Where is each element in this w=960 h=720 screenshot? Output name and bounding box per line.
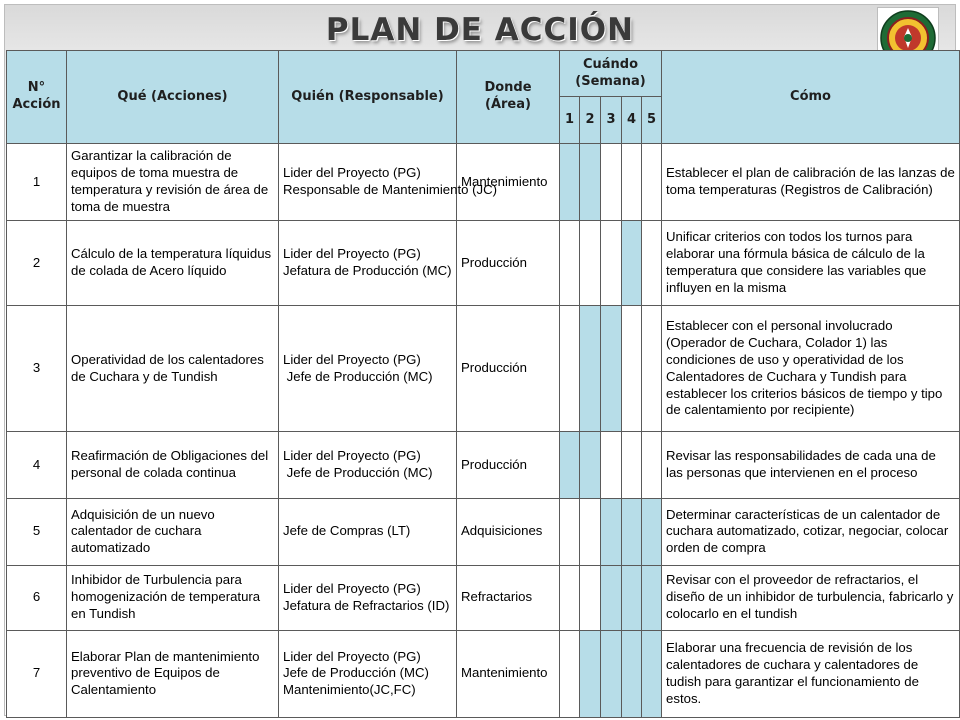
week-cell-4 (622, 431, 642, 498)
action-plan-table (6, 50, 960, 718)
header-quien: Quién (Responsable) (279, 51, 457, 144)
responsible-line: Lider del Proyecto (PG) (283, 580, 421, 596)
table-row (7, 221, 960, 306)
week-cell-2 (580, 144, 601, 221)
action-number: 6 (7, 565, 67, 630)
table-row (7, 306, 960, 432)
week-cell-4 (622, 565, 642, 630)
week-cell-2 (580, 565, 601, 630)
week-cell-4 (622, 144, 642, 221)
header-como: Cómo (662, 51, 960, 144)
action-what: Reafirmación de Obligaciones del personal de colada continua (67, 431, 279, 498)
page-title: PLAN DE ACCIÓN (325, 12, 635, 48)
action-where: Producción (457, 431, 560, 498)
action-what: Inhibidor de Turbulencia para homogenización de temperatura en Tundish (67, 565, 279, 630)
week-cell-4 (622, 306, 642, 432)
action-number: 2 (7, 221, 67, 306)
week-cell-1 (560, 144, 580, 221)
week-cell-5 (642, 630, 662, 717)
table-row (7, 498, 960, 565)
week-cell-3 (601, 221, 622, 306)
week-cell-1 (560, 431, 580, 498)
responsible-line: Jefe de Producción (MC) (283, 464, 433, 480)
week-cell-4 (622, 630, 642, 717)
action-where: Adquisiciones (457, 498, 560, 565)
action-what: Garantizar la calibración de equipos de toma muestra de temperatura y revisión de área de toma de muestra (67, 144, 279, 221)
week-header-3: 3 (601, 97, 622, 144)
responsible-line: Lider del Proyecto (PG) (283, 351, 421, 367)
table-row (7, 144, 960, 221)
responsible-line: Jefe de Producción (MC) (283, 368, 433, 384)
week-header-2: 2 (580, 97, 601, 144)
action-who (279, 221, 457, 306)
week-cell-1 (560, 565, 580, 630)
week-cell-2 (580, 431, 601, 498)
responsible-line: Lider del Proyecto (PG) (283, 448, 421, 464)
week-cell-2 (580, 221, 601, 306)
action-how: Determinar características de un calentador de cuchara automatizado, cotizar, negociar, colocar orden de compra (662, 498, 960, 565)
week-cell-5 (642, 221, 662, 306)
week-header-5: 5 (642, 97, 662, 144)
action-number: 3 (7, 306, 67, 432)
week-cell-2 (580, 498, 601, 565)
week-cell-4 (622, 221, 642, 306)
action-who (279, 565, 457, 630)
responsible-line: Lider del Proyecto (PG) (283, 165, 421, 181)
action-where: Mantenimiento (457, 144, 560, 221)
header-cuando: Cuándo (Semana) (560, 51, 662, 97)
action-what: Adquisición de un nuevo calentador de cuchara automatizado (67, 498, 279, 565)
week-cell-3 (601, 498, 622, 565)
action-how: Elaborar una frecuencia de revisión de los calentadores de cuchara y calentadores de tudish para garantizar el funcionamiento de estos. (662, 630, 960, 717)
week-cell-3 (601, 565, 622, 630)
responsible-line: Mantenimiento(JC,FC) (283, 682, 416, 698)
action-how: Establecer con el personal involucrado (Operador de Cuchara, Colador 1) las condiciones de uso y operatividad de los Calentadores de Cuchara y Tundish para establecer los criterios básicos de tiempo y tipo de calentamiento por recipiente) (662, 306, 960, 432)
responsible-line: Jefe de Producción (MC) (283, 665, 429, 681)
responsible-line: Jefatura de Producción (MC) (283, 263, 452, 279)
responsible-line: Lider del Proyecto (PG) (283, 246, 421, 262)
week-cell-3 (601, 144, 622, 221)
week-cell-4 (622, 498, 642, 565)
action-where: Producción (457, 221, 560, 306)
week-cell-5 (642, 498, 662, 565)
week-cell-5 (642, 431, 662, 498)
week-header-4: 4 (622, 97, 642, 144)
action-number: 4 (7, 431, 67, 498)
week-cell-3 (601, 431, 622, 498)
action-what: Cálculo de la temperatura líquidus de colada de Acero líquido (67, 221, 279, 306)
action-where: Mantenimiento (457, 630, 560, 717)
action-who (279, 306, 457, 432)
week-cell-1 (560, 221, 580, 306)
responsible-line: Jefe de Compras (LT) (283, 523, 411, 539)
week-header-1: 1 (560, 97, 580, 144)
action-how: Unificar criterios con todos los turnos para elaborar una fórmula básica de cálculo de la temperatura que considere las variables que influyen en la misma (662, 221, 960, 306)
action-how: Revisar las responsabilidades de cada una de las personas que intervienen en el proceso (662, 431, 960, 498)
action-number: 7 (7, 630, 67, 717)
week-cell-3 (601, 306, 622, 432)
week-cell-1 (560, 630, 580, 717)
header-donde: Donde (Área) (457, 51, 560, 144)
responsible-line: Responsable de Mantenimiento (JC) (283, 182, 498, 198)
week-cell-2 (580, 630, 601, 717)
week-cell-1 (560, 306, 580, 432)
action-number: 1 (7, 144, 67, 221)
action-where: Refractarios (457, 565, 560, 630)
action-who (279, 630, 457, 717)
action-who (279, 498, 457, 565)
action-how: Establecer el plan de calibración de las lanzas de toma temperaturas (Registros de Calibración) (662, 144, 960, 221)
table-row (7, 565, 960, 630)
week-cell-5 (642, 144, 662, 221)
responsible-line: Jefatura de Refractarios (ID) (283, 597, 450, 613)
week-cell-5 (642, 306, 662, 432)
header-que: Qué (Acciones) (67, 51, 279, 144)
header-num: N° Acción (7, 51, 67, 144)
action-what: Elaborar Plan de mantenimiento preventivo de Equipos de Calentamiento (67, 630, 279, 717)
action-what: Operatividad de los calentadores de Cuchara y de Tundish (67, 306, 279, 432)
week-cell-3 (601, 630, 622, 717)
responsible-line: Lider del Proyecto (PG) (283, 648, 421, 664)
week-cell-1 (560, 498, 580, 565)
action-where: Producción (457, 306, 560, 432)
week-cell-2 (580, 306, 601, 432)
action-who (279, 431, 457, 498)
table-row (7, 630, 960, 717)
action-number: 5 (7, 498, 67, 565)
action-how: Revisar con el proveedor de refractarios, el diseño de un inhibidor de turbulencia, fabricarlo y colocarlo en el tundish (662, 565, 960, 630)
week-cell-5 (642, 565, 662, 630)
table-row (7, 431, 960, 498)
action-who (279, 144, 498, 221)
